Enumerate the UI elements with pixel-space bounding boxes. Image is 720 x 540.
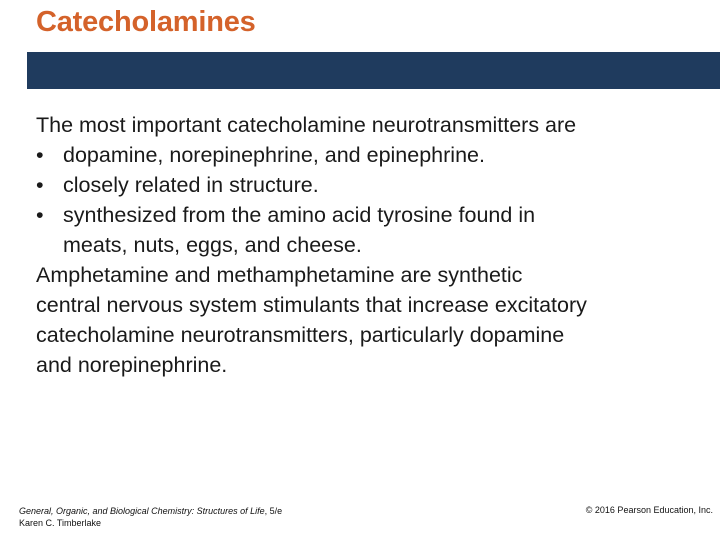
slide-title: Catecholamines (36, 6, 256, 38)
bullet-item (36, 140, 716, 170)
bullet-dot: • (36, 143, 44, 167)
bullet-item (36, 200, 716, 230)
footer-edition: , 5/e (264, 506, 283, 516)
bullet-dot: • (36, 173, 44, 197)
bullet-dot: • (36, 203, 44, 227)
paragraph-line: central nervous system stimulants that increase excitatory (36, 293, 587, 317)
bullet-item (36, 170, 716, 200)
paragraph-line: catecholamine neurotransmitters, particularly dopamine (36, 323, 565, 347)
footer-book-line (19, 505, 282, 517)
footer-author: Karen C. Timberlake (19, 518, 102, 528)
slide-body (36, 110, 716, 380)
bullet-continuation: meats, nuts, eggs, and cheese. (63, 233, 362, 257)
bullet-text: closely related in structure. (63, 173, 319, 197)
paragraph-line: and norepinephrine. (36, 353, 228, 377)
footer-book-title: General, Organic, and Biological Chemistry: Structures of Life (19, 506, 265, 516)
bullet-text: synthesized from the amino acid tyrosine found in (63, 203, 536, 227)
footer-citation (19, 505, 282, 529)
paragraph-line: Amphetamine and methamphetamine are synthetic (36, 263, 523, 287)
intro-text: The most important catecholamine neurotransmitters are (36, 113, 577, 137)
header-band (27, 52, 720, 89)
footer-copyright: © 2016 Pearson Education, Inc. (585, 505, 713, 515)
bullet-text: dopamine, norepinephrine, and epinephrine. (63, 143, 485, 167)
